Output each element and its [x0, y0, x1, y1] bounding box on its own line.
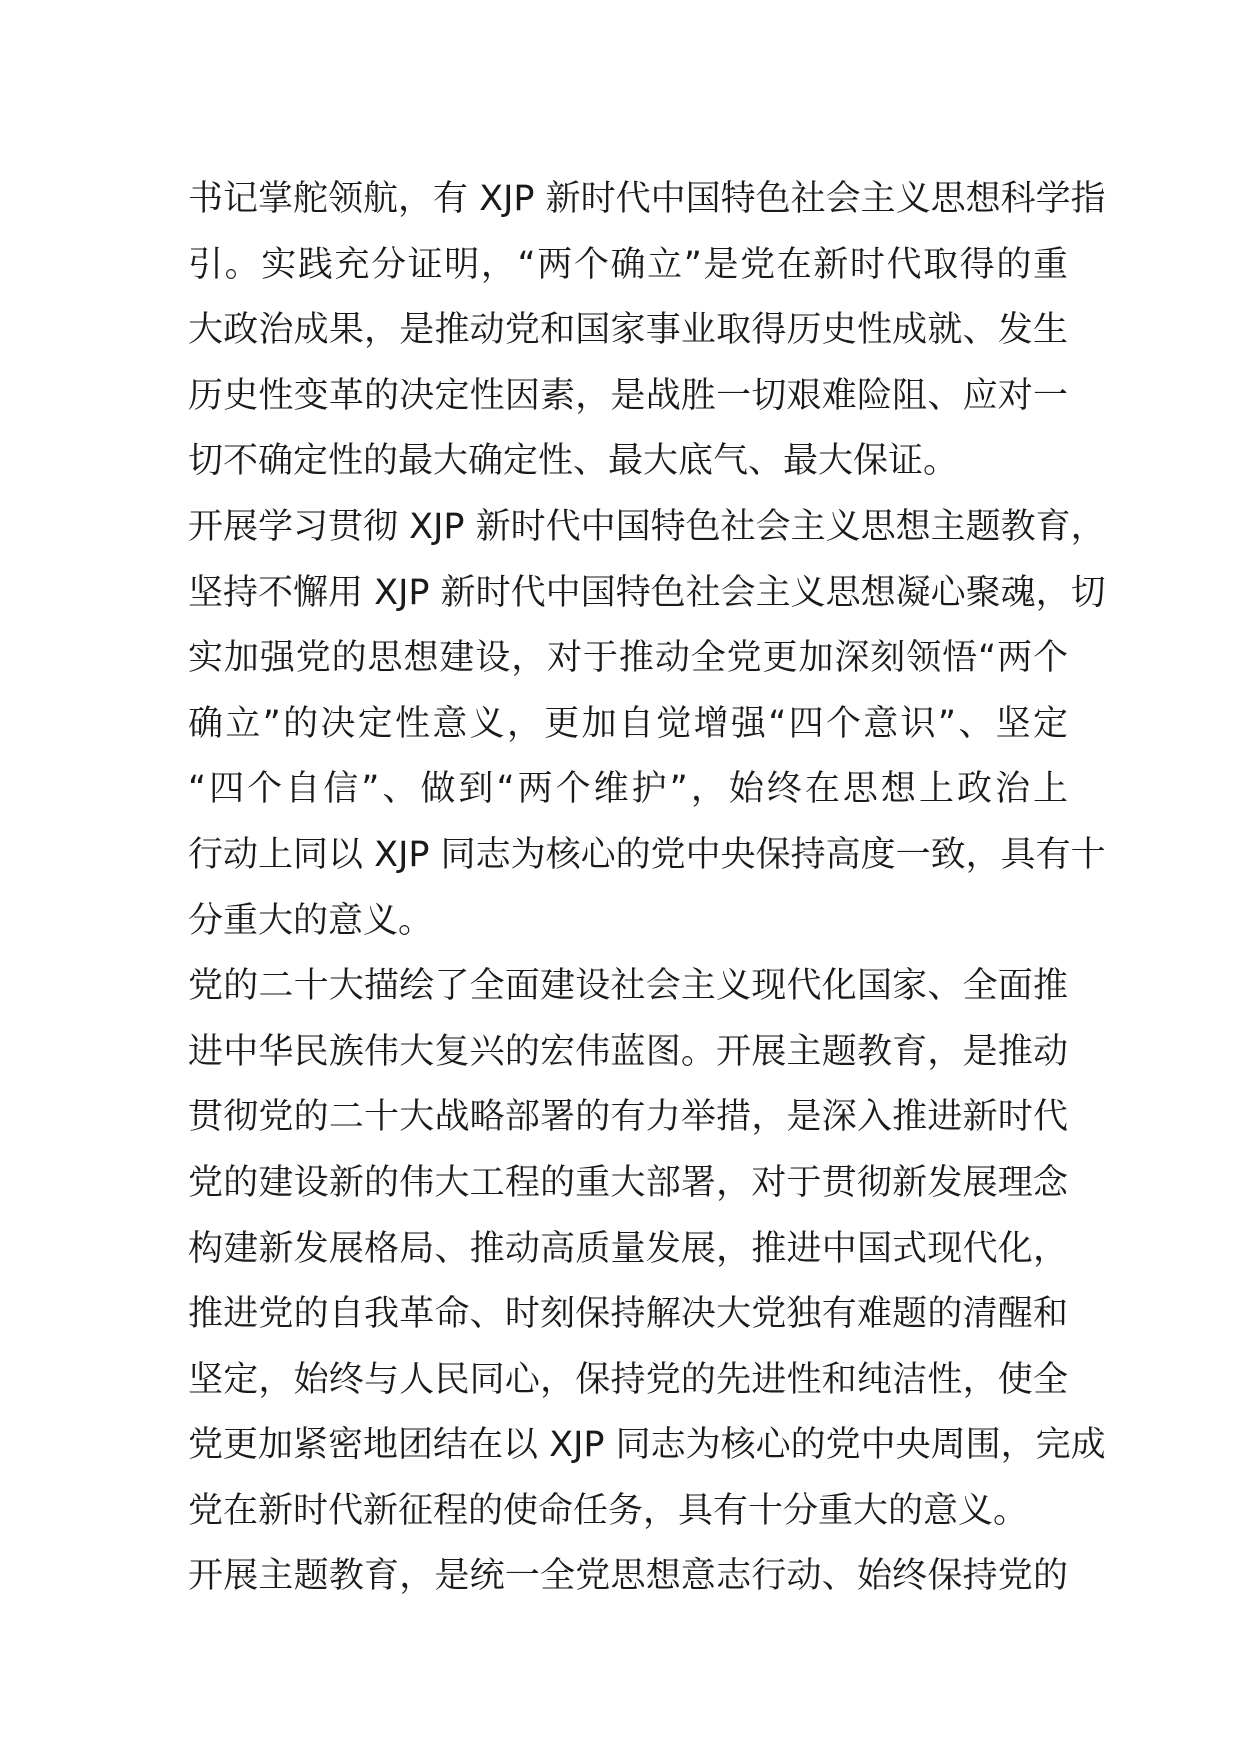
text-line: 开展主题教育，是统一全党思想意志行动、始终保持党的	[188, 1556, 1068, 1597]
text-line: 大政治成果，是推动党和国家事业取得历史性成就、发生	[188, 310, 1068, 351]
text-line: 党在新时代新征程的使命任务，具有十分重大的意义。	[188, 1490, 1029, 1531]
text-line: 贯彻党的二十大战略部署的有力举措，是深入推进新时代	[188, 1097, 1068, 1138]
text-line: 分重大的意义。	[188, 900, 434, 941]
text-line: 党更加紧密地团结在以 XJP 同志为核心的党中央周围，完成	[188, 1425, 1106, 1466]
body-text	[188, 167, 1106, 1610]
text-line: 进中华民族伟大复兴的宏伟蓝图。开展主题教育，是推动	[188, 1031, 1068, 1072]
text-line: 书记掌舵领航，有 XJP 新时代中国特色社会主义思想科学指	[188, 179, 1106, 219]
text-line: 党的二十大描绘了全面建设社会主义现代化国家、全面推	[188, 966, 1068, 1007]
text-line: 党的建设新的伟大工程的重大部署，对于贯彻新发展理念	[188, 1162, 1068, 1203]
text-line: 坚定，始终与人民同心，保持党的先进性和纯洁性，使全	[188, 1359, 1068, 1400]
text-line: 历史性变革的决定性因素，是战胜一切艰难险阻、应对一	[188, 375, 1068, 416]
text-line: 推进党的自我革命、时刻保持解决大党独有难题的清醒和	[188, 1294, 1068, 1335]
text-line: 开展学习贯彻 XJP 新时代中国特色社会主义思想主题教育，	[188, 506, 1106, 547]
text-line: 引。实践充分证明，“两个确立”是党在新时代取得的重	[188, 244, 1068, 285]
text-line: “四个自信”、做到“两个维护”，始终在思想上政治上	[188, 769, 1068, 810]
text-line: 确立”的决定性意义，更加自觉增强“四个意识”、坚定	[188, 703, 1068, 744]
text-line: 实加强党的思想建设，对于推动全党更加深刻领悟“两个	[188, 638, 1068, 679]
text-line: 坚持不懈用 XJP 新时代中国特色社会主义思想凝心聚魂，切	[188, 572, 1106, 613]
text-line: 切不确定性的最大确定性、最大底气、最大保证。	[188, 441, 959, 482]
text-line: 行动上同以 XJP 同志为核心的党中央保持高度一致，具有十	[188, 834, 1106, 875]
text-line: 构建新发展格局、推动高质量发展，推进中国式现代化，	[188, 1228, 1068, 1269]
